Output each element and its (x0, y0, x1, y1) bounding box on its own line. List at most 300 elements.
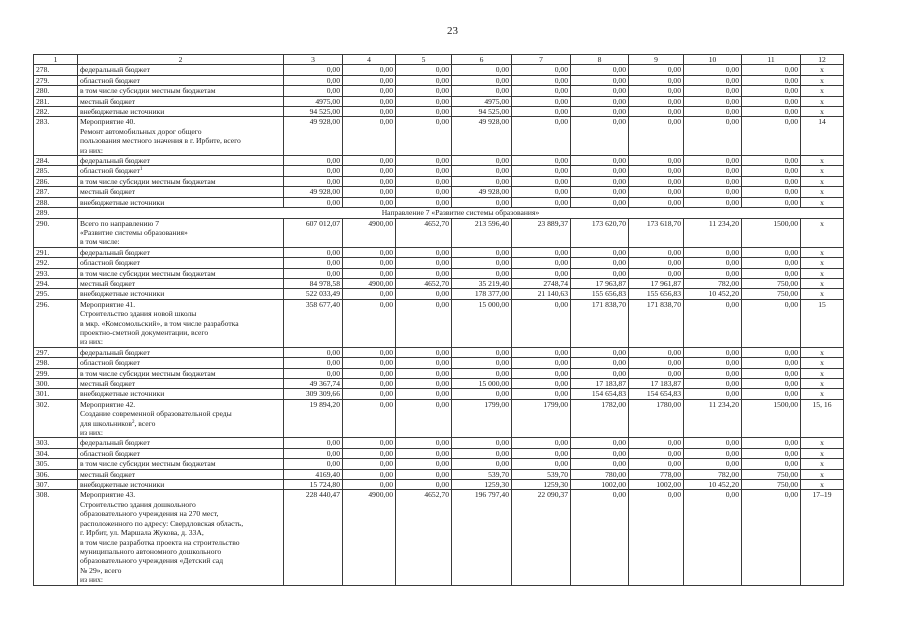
value-cell: 0,00 (452, 347, 512, 357)
value-cell: 0,00 (343, 368, 396, 378)
value-cell: 0,00 (284, 156, 343, 166)
row-number-cell: 279. (34, 75, 78, 85)
value-cell: 0,00 (396, 247, 452, 257)
value-cell: 0,00 (684, 448, 742, 458)
value-cell: 0,00 (571, 187, 629, 197)
value-cell: 196 797,40 (452, 490, 512, 585)
row-name-cell (78, 399, 284, 438)
table-body (34, 65, 844, 585)
value-cell: 0,00 (396, 96, 452, 106)
row-number-cell: 301. (34, 389, 78, 399)
value-cell: 15 724,80 (284, 480, 343, 490)
value-cell: 0,00 (452, 448, 512, 458)
value-cell: 0,00 (343, 347, 396, 357)
value-cell: 10 452,20 (684, 480, 742, 490)
value-cell: 0,00 (742, 459, 801, 469)
value-cell: 0,00 (629, 117, 684, 156)
row-name-cell (78, 490, 284, 585)
row-number-cell: 303. (34, 438, 78, 448)
row-number-cell: 289. (34, 208, 78, 218)
row-number-cell: 287. (34, 187, 78, 197)
row-name-cell (78, 166, 284, 176)
value-cell: 0,00 (343, 197, 396, 207)
table-row (34, 258, 844, 268)
value-cell: 539,70 (512, 469, 571, 479)
value-cell: 49 928,00 (284, 117, 343, 156)
value-cell: 0,00 (629, 65, 684, 75)
value-cell: 0,00 (452, 268, 512, 278)
table-row (34, 358, 844, 368)
row-name-line: в том числе субсидии местным бюджетам (80, 268, 216, 278)
row-name-line: «Развитие системы образования» (80, 227, 188, 237)
target-indicator-cell: х (801, 347, 844, 357)
value-cell: 171 838,70 (571, 299, 629, 347)
row-name-line: расположенного по адресу: Свердловская область, (80, 518, 244, 528)
value-cell: 0,00 (452, 176, 512, 186)
value-cell: 0,00 (512, 75, 571, 85)
value-cell: 0,00 (742, 96, 801, 106)
value-cell: 0,00 (684, 117, 742, 156)
value-cell: 0,00 (629, 490, 684, 585)
row-number-cell: 307. (34, 480, 78, 490)
value-cell: 0,00 (742, 490, 801, 585)
row-number-cell: 308. (34, 490, 78, 585)
value-cell: 0,00 (343, 176, 396, 186)
target-indicator-cell: х (801, 438, 844, 448)
target-indicator-cell: х (801, 480, 844, 490)
row-number-cell: 299. (34, 368, 78, 378)
row-name-cell (78, 197, 284, 207)
row-name-line: муниципального автономного дошкольного (80, 546, 222, 556)
value-cell: 1782,00 (571, 399, 629, 438)
value-cell: 0,00 (684, 268, 742, 278)
value-cell: 0,00 (571, 358, 629, 368)
value-cell: 0,00 (742, 389, 801, 399)
target-indicator-cell: х (801, 187, 844, 197)
value-cell: 0,00 (629, 438, 684, 448)
value-cell: 0,00 (629, 448, 684, 458)
row-name-line: областной бюджет (80, 258, 140, 268)
value-cell: 0,00 (396, 117, 452, 156)
target-indicator-cell: х (801, 448, 844, 458)
table-row (34, 156, 844, 166)
table-row (34, 197, 844, 207)
value-cell: 49 928,00 (452, 117, 512, 156)
value-cell: 84 978,58 (284, 278, 343, 288)
value-cell: 0,00 (629, 96, 684, 106)
value-cell: 0,00 (343, 65, 396, 75)
value-cell: 0,00 (571, 197, 629, 207)
value-cell: 0,00 (684, 96, 742, 106)
value-cell: 0,00 (571, 86, 629, 96)
value-cell: 94 525,00 (452, 107, 512, 117)
column-header: 9 (629, 55, 684, 65)
value-cell: 0,00 (512, 379, 571, 389)
value-cell: 0,00 (284, 75, 343, 85)
table-row (34, 399, 844, 438)
row-name-line: областной бюджет (80, 358, 140, 368)
value-cell: 228 440,47 (284, 490, 343, 585)
row-name-cell (78, 247, 284, 257)
row-name-cell (78, 86, 284, 96)
table-row (34, 448, 844, 458)
row-name-line: Ремонт автомобильных дорог общего (80, 126, 202, 136)
value-cell: 750,00 (742, 278, 801, 288)
row-name-line: областной бюджет (80, 448, 140, 458)
value-cell: 0,00 (512, 166, 571, 176)
value-cell: 0,00 (512, 258, 571, 268)
column-header: 11 (742, 55, 801, 65)
value-cell: 782,00 (684, 469, 742, 479)
value-cell: 1259,30 (512, 480, 571, 490)
value-cell: 4652,70 (396, 490, 452, 585)
value-cell: 0,00 (396, 480, 452, 490)
value-cell: 0,00 (571, 448, 629, 458)
column-header: 6 (452, 55, 512, 65)
value-cell: 0,00 (571, 268, 629, 278)
value-cell: 0,00 (452, 166, 512, 176)
value-cell: 0,00 (452, 389, 512, 399)
value-cell: 0,00 (343, 448, 396, 458)
row-name-line: проектно-сметной документации, всего (80, 327, 209, 337)
value-cell: 0,00 (571, 117, 629, 156)
value-cell: 0,00 (343, 75, 396, 85)
target-indicator-cell: х (801, 459, 844, 469)
value-cell: 171 838,70 (629, 299, 684, 347)
row-name-cell (78, 268, 284, 278)
row-name-line: федеральный бюджет (80, 347, 150, 357)
row-name-cell (78, 347, 284, 357)
row-number-cell: 300. (34, 379, 78, 389)
value-cell: 0,00 (343, 247, 396, 257)
target-indicator-cell: х (801, 86, 844, 96)
value-cell: 0,00 (512, 438, 571, 448)
row-number-cell: 291. (34, 247, 78, 257)
value-cell: 0,00 (284, 268, 343, 278)
target-indicator-cell: х (801, 197, 844, 207)
row-name-line: в том числе разработка проекта на строительство (80, 537, 240, 547)
row-name-line: Мероприятие 43. (80, 490, 136, 500)
row-name-cell (78, 65, 284, 75)
target-indicator-cell: х (801, 218, 844, 247)
value-cell: 0,00 (742, 187, 801, 197)
value-cell: 0,00 (396, 469, 452, 479)
value-cell: 154 654,83 (571, 389, 629, 399)
target-indicator-cell: х (801, 65, 844, 75)
value-cell: 0,00 (684, 368, 742, 378)
table-row (34, 268, 844, 278)
row-number-cell: 306. (34, 469, 78, 479)
row-name-line: внебюджетные источники (80, 480, 165, 490)
row-name-line: из них: (80, 575, 103, 585)
row-name-line: образовательного учреждения «Детский сад (80, 556, 224, 566)
row-name-cell (78, 368, 284, 378)
row-name-text: областной бюджет (80, 166, 140, 176)
value-cell: 0,00 (452, 197, 512, 207)
value-cell: 0,00 (684, 347, 742, 357)
value-cell: 0,00 (684, 156, 742, 166)
value-cell: 0,00 (512, 368, 571, 378)
value-cell: 0,00 (452, 459, 512, 469)
value-cell: 0,00 (396, 379, 452, 389)
target-indicator-cell: х (801, 75, 844, 85)
value-cell: 173 618,70 (629, 218, 684, 247)
row-number-cell: 288. (34, 197, 78, 207)
value-cell: 0,00 (512, 96, 571, 106)
target-indicator-cell: х (801, 258, 844, 268)
value-cell: 0,00 (343, 438, 396, 448)
row-name-line: в том числе субсидии местным бюджетам (80, 368, 216, 378)
value-cell: 0,00 (512, 107, 571, 117)
value-cell: 0,00 (284, 166, 343, 176)
table-row (34, 75, 844, 85)
value-cell: 778,00 (629, 469, 684, 479)
column-header: 7 (512, 55, 571, 65)
value-cell: 0,00 (571, 438, 629, 448)
value-cell: 213 596,40 (452, 218, 512, 247)
row-name-line: пользования местного значения в г. Ирбите, всего (80, 136, 241, 146)
value-cell: 0,00 (512, 299, 571, 347)
row-name-line: из них: (80, 428, 103, 438)
target-indicator-cell: х (801, 289, 844, 299)
row-number-cell: 278. (34, 65, 78, 75)
value-cell: 0,00 (742, 247, 801, 257)
value-cell: 0,00 (452, 75, 512, 85)
row-name-line: местный бюджет (80, 187, 136, 197)
table-row (34, 347, 844, 357)
value-cell: 49 928,00 (284, 187, 343, 197)
target-indicator-cell: х (801, 107, 844, 117)
value-cell: 0,00 (684, 75, 742, 85)
value-cell: 0,00 (396, 389, 452, 399)
value-cell: 178 377,00 (452, 289, 512, 299)
value-cell: 0,00 (396, 156, 452, 166)
row-name-line: федеральный бюджет (80, 65, 150, 75)
row-number-cell: 281. (34, 96, 78, 106)
table-row (34, 176, 844, 186)
row-name-line: местный бюджет (80, 469, 136, 479)
value-cell: 0,00 (512, 187, 571, 197)
table-row (34, 379, 844, 389)
row-name-line: в том числе субсидии местным бюджетам (80, 459, 216, 469)
value-cell: 607 012,07 (284, 218, 343, 247)
row-name-cell (78, 75, 284, 85)
value-cell: 0,00 (396, 65, 452, 75)
value-cell: 0,00 (684, 438, 742, 448)
value-cell: 0,00 (396, 289, 452, 299)
value-cell: 0,00 (742, 358, 801, 368)
value-cell: 750,00 (742, 289, 801, 299)
value-cell: 1259,30 (452, 480, 512, 490)
value-cell: 0,00 (396, 448, 452, 458)
value-cell: 0,00 (742, 268, 801, 278)
row-name-cell (78, 480, 284, 490)
target-indicator-cell: 17–19 (801, 490, 844, 585)
value-cell: 49 367,74 (284, 379, 343, 389)
value-cell: 4975,00 (452, 96, 512, 106)
value-cell: 0,00 (452, 358, 512, 368)
value-cell: 0,00 (629, 358, 684, 368)
value-cell: 0,00 (284, 86, 343, 96)
value-cell: 0,00 (396, 187, 452, 197)
row-name-line: федеральный бюджет (80, 438, 150, 448)
value-cell: 0,00 (343, 117, 396, 156)
value-cell: 4975,00 (284, 96, 343, 106)
value-cell: 0,00 (343, 379, 396, 389)
column-header: 10 (684, 55, 742, 65)
footnote-marker: 1 (140, 167, 143, 173)
value-cell: 0,00 (684, 176, 742, 186)
value-cell: 0,00 (396, 438, 452, 448)
value-cell: 4900,00 (343, 278, 396, 288)
row-name-cell (78, 299, 284, 347)
value-cell: 19 894,20 (284, 399, 343, 438)
value-cell: 358 677,40 (284, 299, 343, 347)
value-cell: 0,00 (512, 247, 571, 257)
value-cell: 4900,00 (343, 490, 396, 585)
table-row (34, 459, 844, 469)
value-cell: 17 961,87 (629, 278, 684, 288)
value-cell: 0,00 (343, 480, 396, 490)
value-cell: 0,00 (742, 438, 801, 448)
value-cell: 0,00 (684, 65, 742, 75)
value-cell: 0,00 (742, 176, 801, 186)
value-cell: 0,00 (742, 197, 801, 207)
table-row (34, 187, 844, 197)
value-cell: 49 928,00 (452, 187, 512, 197)
value-cell: 0,00 (742, 156, 801, 166)
value-cell: 0,00 (571, 107, 629, 117)
row-name-line: местный бюджет (80, 379, 136, 388)
row-name-line: из них: (80, 337, 103, 347)
value-cell: 0,00 (284, 358, 343, 368)
value-cell: 539,70 (452, 469, 512, 479)
value-cell: 0,00 (684, 166, 742, 176)
value-cell: 0,00 (629, 197, 684, 207)
value-cell: 0,00 (629, 156, 684, 166)
row-name-cell (78, 218, 284, 247)
target-indicator-cell: х (801, 278, 844, 288)
target-indicator-cell: 15 (801, 299, 844, 347)
value-cell: 0,00 (512, 117, 571, 156)
value-cell: 0,00 (742, 65, 801, 75)
value-cell: 0,00 (684, 389, 742, 399)
value-cell: 0,00 (571, 347, 629, 357)
value-cell: 0,00 (742, 299, 801, 347)
row-name-line: местный бюджет (80, 96, 136, 106)
value-cell: 0,00 (571, 75, 629, 85)
value-cell: 1780,00 (629, 399, 684, 438)
value-cell: 0,00 (343, 469, 396, 479)
value-cell: 0,00 (284, 438, 343, 448)
value-cell: 0,00 (684, 358, 742, 368)
value-cell: 0,00 (396, 268, 452, 278)
value-cell: 0,00 (284, 368, 343, 378)
value-cell: 0,00 (452, 368, 512, 378)
value-cell: 0,00 (343, 187, 396, 197)
value-cell: 0,00 (742, 117, 801, 156)
table-row (34, 107, 844, 117)
row-name-line: в том числе субсидии местным бюджетам (80, 86, 216, 96)
target-indicator-cell: х (801, 96, 844, 106)
value-cell: 22 090,37 (512, 490, 571, 585)
row-name-line: Строительство здания новой школы (80, 309, 197, 319)
row-number-cell: 302. (34, 399, 78, 438)
value-cell: 0,00 (742, 379, 801, 389)
row-number-cell: 285. (34, 166, 78, 176)
target-indicator-cell: х (801, 389, 844, 399)
value-cell: 0,00 (684, 258, 742, 268)
value-cell: 0,00 (343, 289, 396, 299)
value-cell: 0,00 (512, 389, 571, 399)
row-name-line: Мероприятие 42. (80, 399, 136, 409)
value-cell: 0,00 (284, 176, 343, 186)
value-cell: 780,00 (571, 469, 629, 479)
row-name-line: местный бюджет (80, 278, 136, 288)
value-cell: 0,00 (684, 379, 742, 389)
target-indicator-cell: 15, 16 (801, 399, 844, 438)
row-name-text: , всего (134, 418, 156, 428)
value-cell: 0,00 (571, 247, 629, 257)
table-row (34, 86, 844, 96)
value-cell: 0,00 (452, 156, 512, 166)
value-cell: 750,00 (742, 480, 801, 490)
value-cell: 0,00 (343, 156, 396, 166)
value-cell: 0,00 (684, 187, 742, 197)
column-header: 12 (801, 55, 844, 65)
value-cell: 0,00 (742, 448, 801, 458)
value-cell: 94 525,00 (284, 107, 343, 117)
row-number-cell: 283. (34, 117, 78, 156)
value-cell: 0,00 (512, 65, 571, 75)
value-cell: 0,00 (742, 107, 801, 117)
target-indicator-cell: х (801, 268, 844, 278)
value-cell: 4900,00 (343, 218, 396, 247)
value-cell: 0,00 (512, 176, 571, 186)
value-cell: 0,00 (343, 86, 396, 96)
row-name-cell (78, 278, 284, 288)
row-number-cell: 294. (34, 278, 78, 288)
row-name-cell (78, 469, 284, 479)
value-cell: 0,00 (571, 166, 629, 176)
value-cell: 0,00 (284, 459, 343, 469)
table-row (34, 469, 844, 479)
value-cell: 0,00 (684, 459, 742, 469)
row-number-cell: 280. (34, 86, 78, 96)
value-cell: 0,00 (571, 96, 629, 106)
value-cell: 0,00 (396, 197, 452, 207)
target-indicator-cell: х (801, 166, 844, 176)
row-name-line: федеральный бюджет (80, 247, 150, 257)
value-cell: 0,00 (284, 247, 343, 257)
value-cell: 0,00 (452, 258, 512, 268)
value-cell: 0,00 (684, 86, 742, 96)
value-cell: 0,00 (284, 258, 343, 268)
value-cell: 0,00 (629, 75, 684, 85)
table-row (34, 368, 844, 378)
row-name-line: образовательного учреждения на 270 мест, (80, 509, 219, 519)
value-cell: 0,00 (284, 65, 343, 75)
value-cell: 0,00 (684, 197, 742, 207)
row-name-line: Всего по направлению 7 (80, 218, 159, 228)
value-cell: 0,00 (571, 156, 629, 166)
row-name-line: № 29», всего (80, 565, 122, 575)
row-number-cell: 293. (34, 268, 78, 278)
value-cell: 0,00 (452, 247, 512, 257)
value-cell: 0,00 (571, 258, 629, 268)
value-cell: 0,00 (343, 96, 396, 106)
table-row (34, 208, 844, 218)
